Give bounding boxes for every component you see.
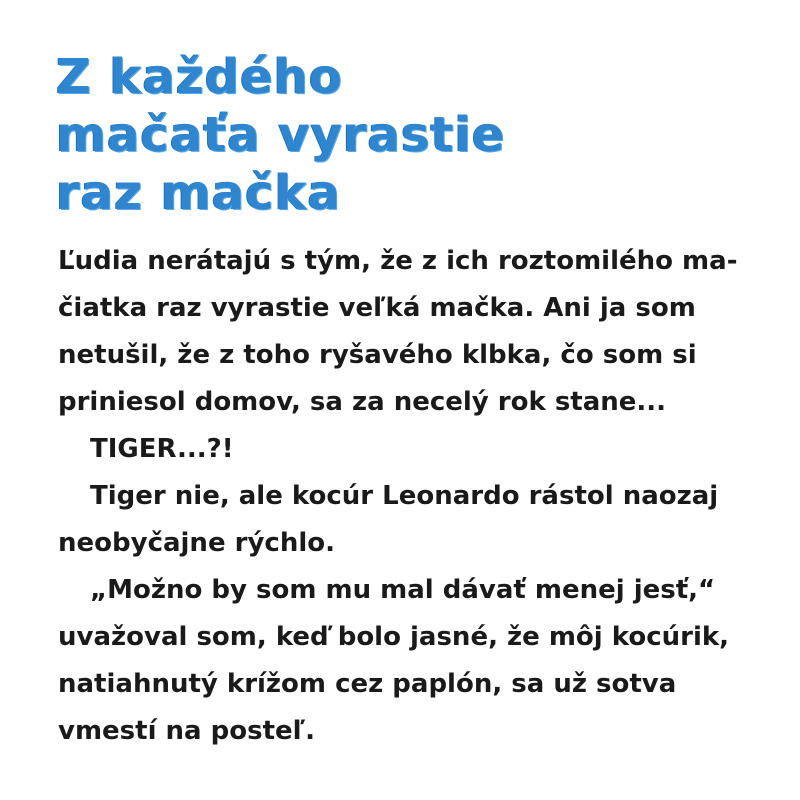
chapter-title xyxy=(56,48,505,222)
text-line: netušil, že z toho ryšavého klbka, čo som si xyxy=(58,340,697,370)
text-line: „Možno by som mu mal dávať menej jesť,“ xyxy=(90,575,716,605)
text-line: Tiger nie, ale kocúr Leonardo rástol naozaj xyxy=(90,481,719,511)
body-text xyxy=(58,238,758,755)
text-line: uvažoval som, keď bolo jasné, že môj kocúrik, xyxy=(58,622,730,652)
text-line: natiahnutý krížom cez paplón, sa už sotva xyxy=(58,669,677,699)
chapter-title-line: raz mačka xyxy=(56,165,341,221)
text-line: priniesol domov, sa za necelý rok stane... xyxy=(58,387,667,417)
text-line: Ľudia nerátajú s tým, že z ich roztomilého ma- xyxy=(58,246,738,276)
text-line: TIGER...?! xyxy=(90,434,234,464)
chapter-title-line: Z každého xyxy=(56,49,343,105)
text-line: neobyčajne rýchlo. xyxy=(58,528,335,558)
text-line: čiatka raz vyrastie veľká mačka. Ani ja som xyxy=(58,293,696,323)
text-line: vmestí na posteľ. xyxy=(58,716,316,746)
chapter-title-line: mačaťa vyrastie xyxy=(56,107,506,163)
